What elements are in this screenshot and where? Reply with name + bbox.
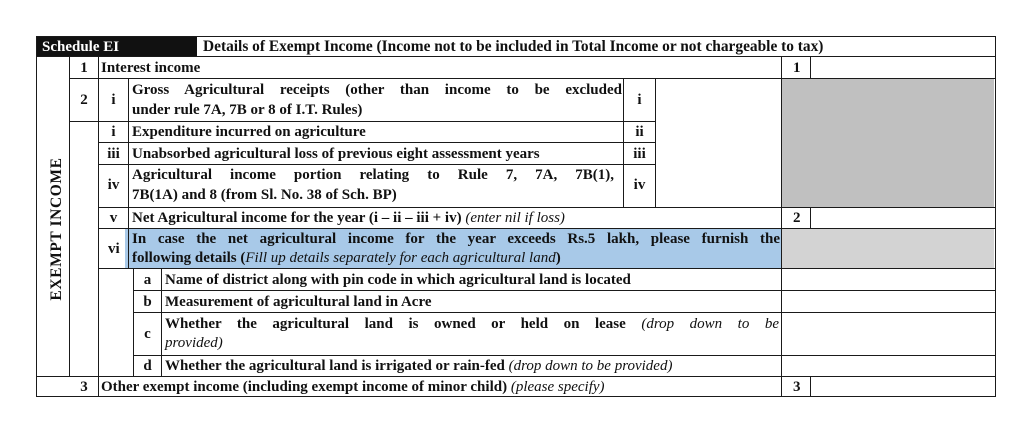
row2-i-line2: under rule 7A, 7B or 8 of I.T. Rules): [132, 102, 363, 118]
row1-number: 1: [80, 60, 88, 76]
row2-vi-line2: [132, 249, 561, 267]
irrigated-or-rainfed-dropdown[interactable]: [782, 356, 995, 376]
gross-agri-receipts-field[interactable]: [656, 79, 781, 121]
row3-text: Other exempt income (including exempt income of minor child): [101, 379, 508, 395]
schedule-title: Details of Exempt Income (Income not to be included in Total Income or not chargeable to tax): [203, 38, 824, 55]
row-c-line2: provided): [165, 335, 223, 351]
row2-vi-line2-hint: Fill up details separately for each agricultural land: [245, 250, 556, 266]
row2-number: 2: [80, 92, 88, 108]
row2-i-sub: i: [111, 92, 116, 108]
row2-vi-sub: vi: [108, 241, 120, 257]
row-d-hint: (drop down to be provided): [508, 358, 673, 374]
row2-iv-line1: Agricultural income portion relating to Rule 7, 7A, 7B(1),: [132, 167, 614, 183]
land-measurement-field[interactable]: [782, 291, 995, 312]
interest-income-field[interactable]: [811, 57, 995, 78]
district-pincode-field[interactable]: [782, 269, 995, 290]
row1-code: 1: [793, 60, 801, 76]
row-d-text: Whether the agricultural land is irrigated or rain-fed: [165, 358, 505, 374]
row2-iii-code: iii: [633, 146, 646, 162]
grey-block-right: [781, 78, 994, 207]
row2-v-code: 2: [793, 210, 801, 226]
row2-i-code: i: [637, 92, 642, 108]
row2-v-text: Net Agricultural income for the year (i – ii – iii + iv): [132, 210, 462, 226]
unabsorbed-loss-field[interactable]: [656, 143, 781, 164]
row-c-text: Whether the agricultural land is owned or held on lease: [165, 316, 626, 332]
row-d-label: [165, 357, 672, 375]
row2-i-line1: Gross Agricultural receipts (other than income to be excluded: [132, 82, 622, 98]
expenditure-agri-field[interactable]: [656, 122, 781, 142]
row2-iii-sub: iii: [107, 146, 120, 162]
vi-grey-right: [781, 228, 994, 269]
row-b-label: Measurement of agricultural land in Acre: [165, 294, 432, 310]
row2-ii-sub: i: [111, 124, 116, 140]
other-exempt-income-field[interactable]: [811, 377, 995, 396]
row-c-sub: c: [144, 326, 151, 342]
row3-hint: (please specify): [510, 379, 605, 395]
row2-v-label: [132, 209, 565, 227]
row2-ii-label: Expenditure incurred on agriculture: [132, 124, 366, 140]
row2-vi-line1: In case the net agricultural income for the year exceeds Rs.5 lakh, please furnish the: [132, 231, 780, 247]
row2-v-sub: v: [109, 210, 118, 226]
row3-code: 3: [793, 379, 801, 395]
row1-label: Interest income: [101, 60, 201, 76]
row-a-sub: a: [143, 272, 152, 288]
row3-number: 3: [80, 379, 88, 395]
row2-iv-sub: iv: [107, 177, 120, 193]
agri-income-portion-field[interactable]: [656, 165, 781, 207]
row-d-sub: d: [143, 358, 152, 374]
row-c-line1: [165, 315, 779, 333]
row2-vi-line2-bold: following details (: [132, 250, 246, 266]
schedule-tag: Schedule EI: [42, 39, 120, 55]
row2-iii-label: Unabsorbed agricultural loss of previous eight assessment years: [132, 146, 540, 162]
row2-v-hint: (enter nil if loss): [465, 210, 565, 226]
row-a-label: Name of district along with pin code in which agricultural land is located: [165, 272, 631, 288]
row3-label: [101, 378, 605, 396]
exempt-income-side-label: EXEMPT INCOME: [48, 157, 65, 301]
row2-ii-code: ii: [635, 124, 644, 140]
row2-iv-code: iv: [633, 177, 646, 193]
row2-iv-line2: 7B(1A) and 8 (from Sl. No. 38 of Sch. BP): [132, 187, 397, 203]
net-agri-income-field[interactable]: [811, 208, 995, 228]
owned-or-lease-dropdown[interactable]: [782, 313, 995, 355]
row-b-sub: b: [143, 294, 152, 310]
row-c-hint: (drop down to be: [641, 316, 779, 332]
row2-vi-line2-end: ): [555, 250, 561, 266]
